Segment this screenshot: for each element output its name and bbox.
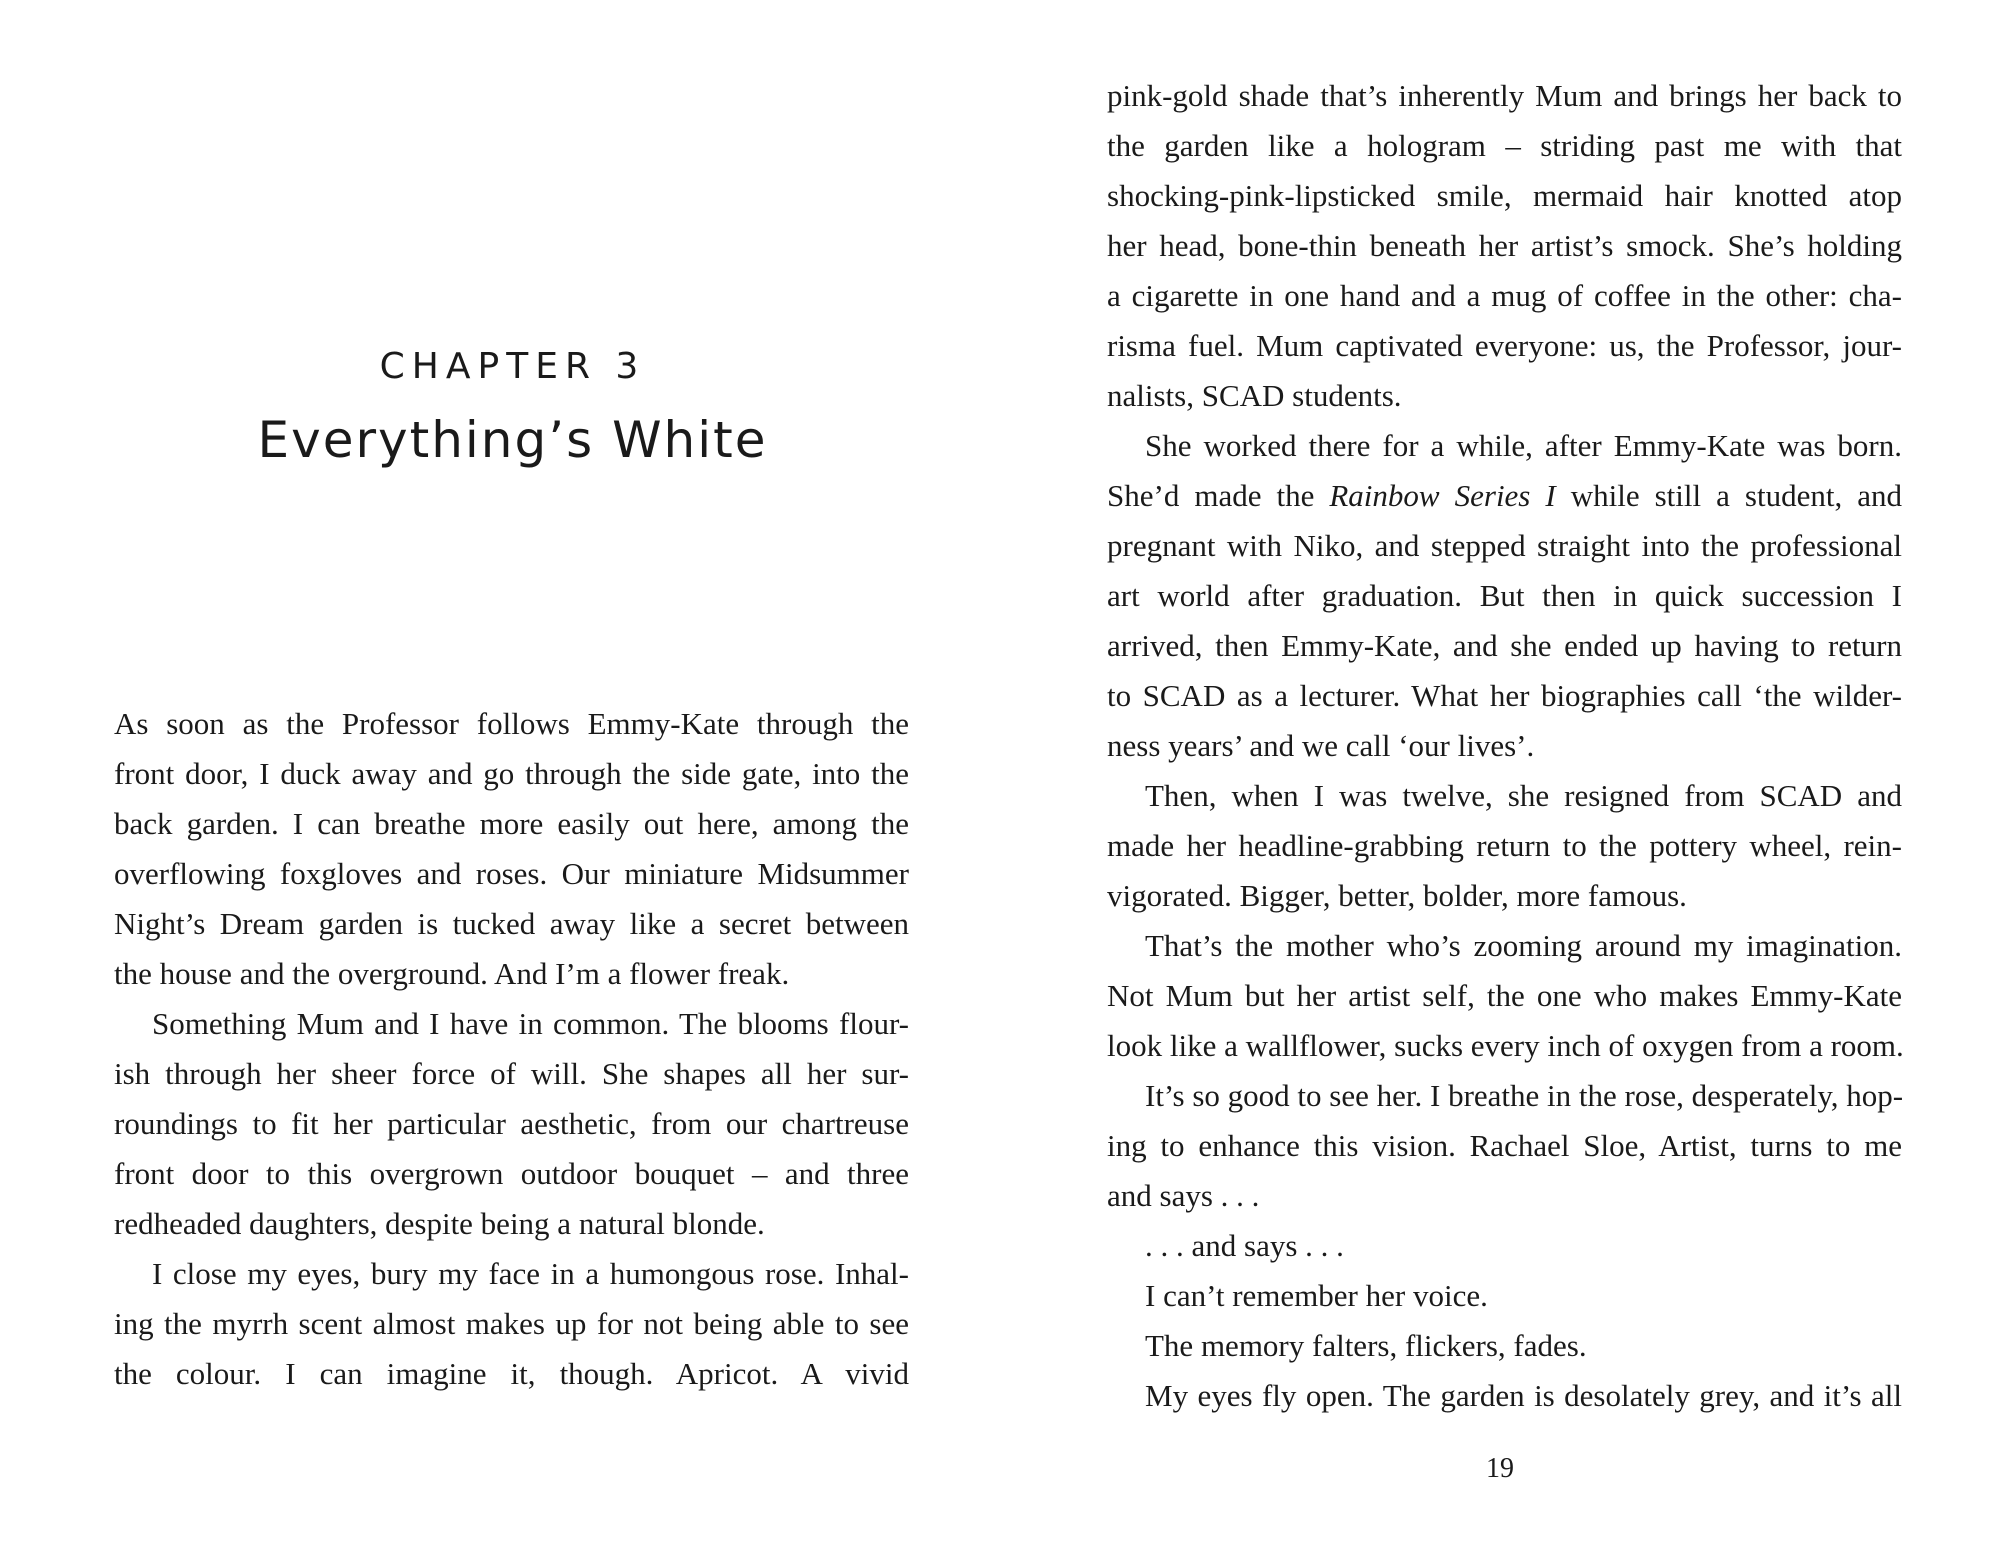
text-line: vigorated. Bigger, better, bolder, more famous. [1107,878,1687,913]
text-line: the colour. I can imagine it, though. Apricot. A vivid [114,1356,909,1391]
text-line: a cigarette in one hand and a mug of coffee in the other: cha- [1107,278,1902,313]
text-line: As soon as the Professor follows Emmy-Kate through the [114,706,909,741]
right-body-text [1107,71,1902,1421]
text-line: pink-gold shade that’s inherently Mum and brings her back to [1107,78,1902,113]
text-line: look like a wallflower, sucks every inch of oxygen from a room. [1107,1028,1904,1063]
text-line: nalists, SCAD students. [1107,378,1402,413]
text-segment: She’d made the [1107,478,1315,513]
text-line: roundings to fit her particular aesthetic, from our chartreuse [114,1106,909,1141]
text-line: I close my eyes, bury my face in a humongous rose. Inhal- [152,1256,909,1291]
text-line: arrived, then Emmy-Kate, and she ended up having to return [1107,628,1902,663]
right-page [1000,0,2000,1553]
text-line: back garden. I can breathe more easily out here, among the [114,806,909,841]
text-line: to SCAD as a lecturer. What her biographies call ‘the wilder- [1107,678,1902,713]
text-line: redheaded daughters, despite being a natural blonde. [114,1206,765,1241]
text-line: shocking-pink-lipsticked smile, mermaid hair knotted atop [1107,178,1902,213]
text-line: made her headline-grabbing return to the pottery wheel, rein- [1107,828,1902,863]
text-line: My eyes fly open. The garden is desolately grey, and it’s all [1145,1378,1902,1413]
text-line: front door, I duck away and go through the side gate, into the [114,756,909,791]
text-segment: while still a student, and [1570,478,1902,513]
text-line [1107,471,1902,521]
text-line: Something Mum and I have in common. The blooms flour- [152,1006,909,1041]
text-line: the garden like a hologram – striding past me with that [1107,128,1902,163]
page-number: 19 [1486,1453,1514,1484]
text-line: pregnant with Niko, and stepped straight into the professional [1107,528,1902,563]
text-line: Night’s Dream garden is tucked away like a secret between [114,906,909,941]
text-line: her head, bone-thin beneath her artist’s smock. She’s holding [1107,228,1902,263]
text-line: That’s the mother who’s zooming around my imagination. [1145,928,1902,963]
text-line: Then, when I was twelve, she resigned from SCAD and [1145,778,1902,813]
text-line: and says . . . [1107,1178,1260,1213]
text-line: art world after graduation. But then in quick succession I [1107,578,1902,613]
text-line: She worked there for a while, after Emmy-Kate was born. [1145,428,1902,463]
left-body-text [114,699,909,1399]
text-line: ish through her sheer force of will. She shapes all her sur- [114,1056,909,1091]
text-line: overflowing foxgloves and roses. Our miniature Midsummer [114,856,909,891]
text-line: the house and the overground. And I’m a flower freak. [114,956,790,991]
text-line: ing the myrrh scent almost makes up for not being able to see [114,1306,909,1341]
text-line: ness years’ and we call ‘our lives’. [1107,728,1535,763]
text-line: I can’t remember her voice. [1145,1278,1488,1313]
text-line: front door to this overgrown outdoor bouquet – and three [114,1156,909,1191]
text-line: The memory falters, flickers, fades. [1145,1328,1587,1363]
text-line: risma fuel. Mum captivated everyone: us, the Professor, jour- [1107,328,1902,363]
text-line: It’s so good to see her. I breathe in the rose, desperately, hop- [1145,1078,1904,1113]
text-line: Not Mum but her artist self, the one who makes Emmy-Kate [1107,978,1902,1013]
chapter-number: CHAPTER 3 [379,346,646,387]
book-title-italic: Rainbow Series I [1329,478,1556,513]
chapter-title: Everything’s White [257,411,768,469]
text-line: . . . and says . . . [1145,1228,1344,1263]
text-line: ing to enhance this vision. Rachael Sloe, Artist, turns to me [1107,1128,1902,1163]
